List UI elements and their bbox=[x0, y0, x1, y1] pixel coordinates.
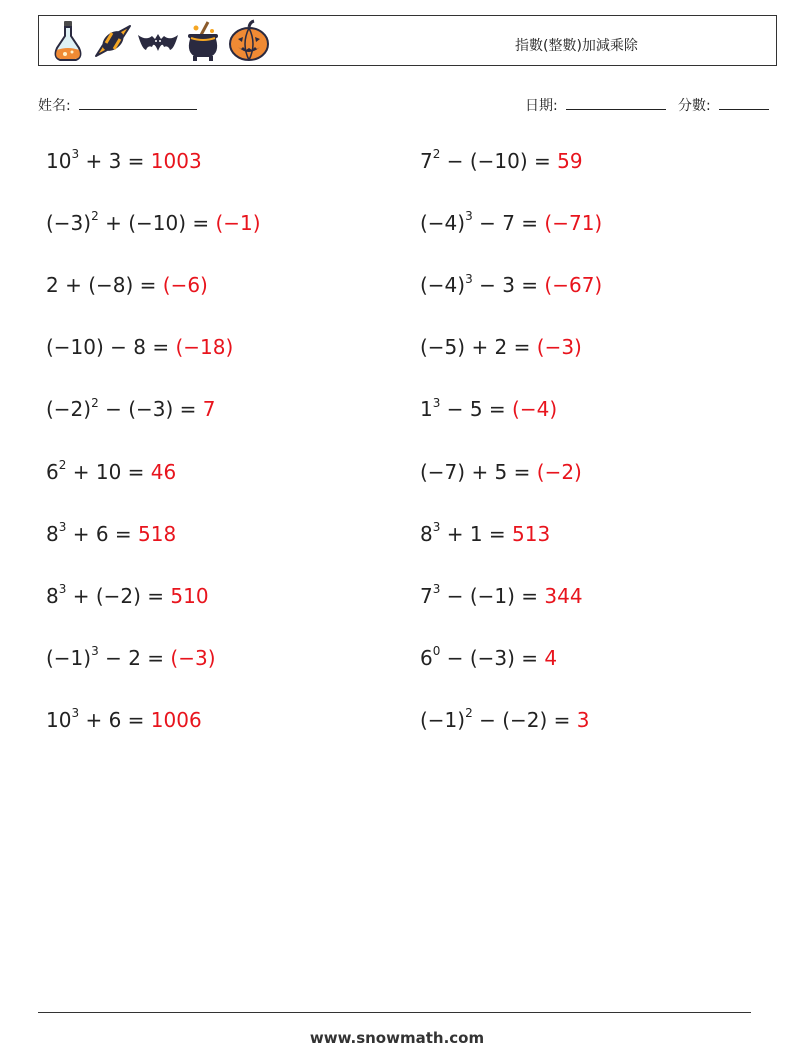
problem-expression: + 1 = bbox=[440, 521, 513, 546]
name-blank bbox=[79, 95, 197, 110]
problem-answer: 518 bbox=[138, 521, 177, 546]
problem-expression: − (−1) = bbox=[440, 583, 545, 608]
date-label: 日期: bbox=[525, 98, 558, 114]
problem-answer: (−71) bbox=[544, 211, 603, 236]
problem-item bbox=[46, 519, 177, 546]
problem-exponent: 2 bbox=[465, 706, 473, 721]
problem-answer: 46 bbox=[150, 459, 177, 484]
problem-answer: 510 bbox=[170, 583, 209, 608]
problem-item bbox=[46, 149, 202, 173]
problem-answer: 7 bbox=[202, 397, 216, 422]
problem-item bbox=[46, 646, 216, 670]
candy-icon bbox=[92, 19, 134, 63]
problem-exponent: 3 bbox=[71, 706, 80, 721]
problem-base: (−1) bbox=[420, 707, 466, 732]
score-label: 分數: bbox=[678, 98, 711, 114]
date-field bbox=[525, 95, 666, 115]
problem-exponent: 3 bbox=[58, 582, 67, 597]
problem-answer: 3 bbox=[576, 707, 590, 732]
problem-answer: (−3) bbox=[170, 645, 216, 670]
problem-item bbox=[420, 708, 590, 732]
problem-expression: − (−10) = bbox=[440, 149, 558, 173]
problem-base: 7 bbox=[420, 583, 433, 608]
problem-exponent: 2 bbox=[58, 457, 67, 472]
score-field bbox=[678, 95, 769, 115]
problem-exponent: 2 bbox=[91, 395, 99, 410]
problem-expression: (−10) − 8 = bbox=[46, 335, 176, 360]
problem-expression: + 6 = bbox=[66, 521, 139, 546]
problem-item bbox=[46, 211, 261, 235]
problem-base: 8 bbox=[420, 521, 433, 546]
problem-exponent: 3 bbox=[432, 395, 441, 410]
problem-exponent: 3 bbox=[91, 644, 99, 659]
problem-expression: − (−2) = bbox=[472, 707, 577, 732]
name-label: 姓名: bbox=[38, 98, 71, 114]
problem-base: 8 bbox=[46, 583, 59, 608]
problem-exponent: 3 bbox=[71, 147, 80, 162]
problem-item bbox=[46, 584, 209, 608]
problem-answer: (−3) bbox=[536, 335, 582, 360]
problem-expression: − 7 = bbox=[472, 211, 545, 236]
header-icons bbox=[47, 19, 271, 63]
problem-item bbox=[420, 273, 602, 297]
cauldron-icon bbox=[182, 19, 224, 63]
score-blank bbox=[719, 95, 769, 110]
problem-base: 6 bbox=[420, 645, 433, 670]
footer-url: www.snowmath.com bbox=[309, 1029, 485, 1047]
problem-base: (−3) bbox=[46, 211, 92, 236]
problem-item bbox=[420, 211, 602, 235]
problem-expression: + 6 = bbox=[79, 707, 151, 732]
problem-item bbox=[46, 457, 177, 484]
problem-item bbox=[420, 646, 557, 670]
worksheet-title: 指數(整數)加減乘除 bbox=[515, 38, 638, 54]
problem-exponent: 3 bbox=[58, 519, 67, 534]
problem-answer: (−1) bbox=[215, 211, 261, 236]
name-field bbox=[38, 95, 197, 115]
problem-base: 6 bbox=[46, 459, 59, 484]
problem-base: (−2) bbox=[46, 397, 92, 422]
problem-answer: (−4) bbox=[512, 397, 558, 422]
problem-expression: + (−10) = bbox=[98, 211, 216, 236]
problem-item bbox=[46, 708, 202, 732]
pumpkin-icon bbox=[227, 19, 271, 63]
problem-exponent: 3 bbox=[465, 209, 473, 224]
problem-item bbox=[420, 584, 583, 608]
problem-exponent: 2 bbox=[432, 147, 441, 162]
problem-item bbox=[420, 335, 582, 359]
problem-answer: 59 bbox=[557, 149, 583, 173]
problem-answer: (−67) bbox=[544, 273, 603, 298]
problem-expression: 2 + (−8) = bbox=[46, 273, 163, 298]
problem-item bbox=[420, 149, 583, 173]
problem-expression: − 5 = bbox=[440, 397, 513, 422]
problem-item bbox=[46, 397, 216, 421]
problem-answer: (−18) bbox=[175, 335, 234, 360]
problem-base: 7 bbox=[420, 149, 433, 173]
problem-item bbox=[46, 335, 233, 359]
problem-expression: − 3 = bbox=[472, 273, 545, 298]
problem-expression: + (−2) = bbox=[66, 583, 171, 608]
problem-expression: (−7) + 5 = bbox=[420, 459, 537, 484]
problem-expression: + 10 = bbox=[66, 459, 151, 484]
footer-divider bbox=[38, 1012, 751, 1013]
problem-expression: − (−3) = bbox=[440, 645, 545, 670]
problem-expression: + 3 = bbox=[79, 149, 151, 173]
bat-icon bbox=[137, 19, 179, 63]
problem-answer: 344 bbox=[544, 583, 583, 608]
worksheet-header bbox=[38, 15, 777, 66]
problem-answer: 513 bbox=[512, 521, 551, 546]
potion-bottle-icon bbox=[47, 19, 89, 63]
problem-answer: 4 bbox=[544, 645, 558, 670]
problem-base: 10 bbox=[46, 707, 72, 732]
problem-exponent: 0 bbox=[432, 644, 441, 659]
problem-answer: 1006 bbox=[150, 707, 202, 732]
problem-exponent: 3 bbox=[465, 271, 473, 286]
problem-answer: 1003 bbox=[150, 149, 202, 173]
problem-exponent: 3 bbox=[432, 519, 441, 534]
problem-expression: − 2 = bbox=[98, 645, 171, 670]
problem-base: (−4) bbox=[420, 273, 466, 298]
problem-answer: (−6) bbox=[162, 273, 208, 298]
problem-base: (−4) bbox=[420, 211, 466, 236]
problem-expression: (−5) + 2 = bbox=[420, 335, 537, 360]
problem-base: 8 bbox=[46, 521, 59, 546]
problem-base: (−1) bbox=[46, 645, 92, 670]
problem-item bbox=[420, 397, 557, 421]
problem-exponent: 2 bbox=[91, 209, 99, 224]
problem-answer: (−2) bbox=[536, 459, 582, 484]
problem-exponent: 3 bbox=[432, 582, 441, 597]
problem-item bbox=[420, 460, 582, 484]
problem-item bbox=[420, 519, 551, 546]
problem-base: 1 bbox=[420, 397, 433, 422]
date-blank bbox=[566, 95, 666, 110]
problem-base: 10 bbox=[46, 149, 72, 173]
problem-expression: − (−3) = bbox=[98, 397, 203, 422]
problem-item bbox=[46, 273, 208, 297]
